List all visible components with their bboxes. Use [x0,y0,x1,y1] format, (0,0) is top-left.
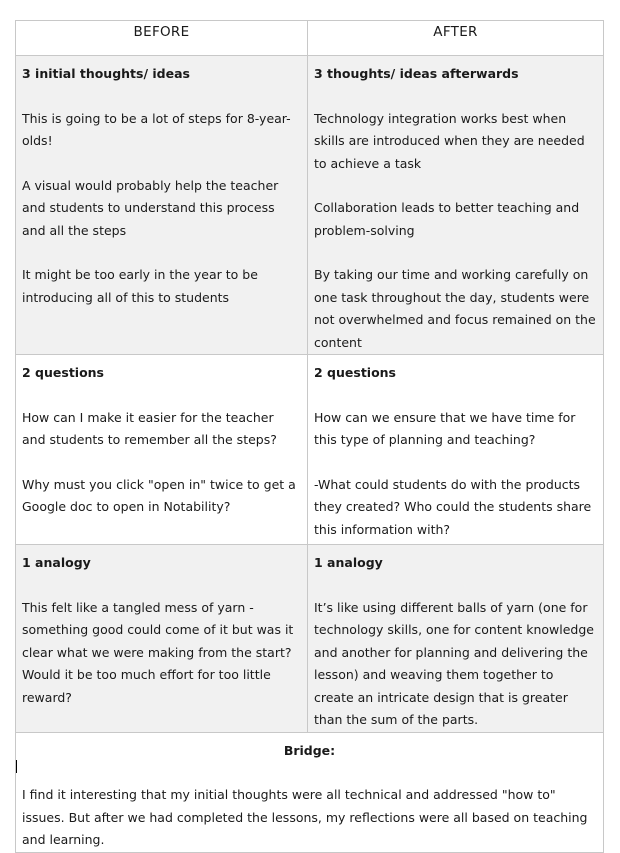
after-question-1: How can we ensure that we have time for this type of planning and teaching? [314,409,576,447]
after-thought-2: Collaboration leads to better teaching and problem-solving [314,200,580,238]
bridge-row [16,732,604,852]
before-analogy-cell [16,545,308,733]
after-thoughts-cell [308,56,604,355]
before-thought-3: It might be too early in the year to be introducing all of this to students [22,267,258,305]
before-questions-cell [16,355,308,545]
before-question-2: Why must you click "open in" twice to get a Google doc to open in Notability? [22,476,296,514]
bridge-title: Bridge: [283,742,336,758]
before-analogy-heading: 1 analogy [22,555,91,570]
thoughts-row [16,56,604,355]
header-row [16,21,604,56]
after-thought-3: By taking our time and working carefully on one task throughout the day, students were not overwhelmed and focus remained on the content [314,267,596,350]
analogy-row [16,545,604,733]
before-thought-1: This is going to be a lot of steps for 8-year-olds! [22,110,291,148]
bridge-text: I find it interesting that my initial thoughts were all technical and addressed "how to" issues. But after we had completed the lessons, my reflections were all based on teaching and learning. [22,787,588,847]
after-header: AFTER [308,21,604,56]
after-thoughts-heading: 3 thoughts/ ideas afterwards [314,66,519,81]
after-analogy-text: It’s like using different balls of yarn (one for technology skills, one for content knowledge and another for planning and delivering the lesson) and weaving them together to create an intricate design that is greater than the sum of the parts. [314,599,594,727]
text-cursor [16,760,17,773]
after-questions-cell [308,355,604,545]
after-questions-heading: 2 questions [314,365,397,380]
before-header: BEFORE [16,21,308,56]
after-analogy-cell [308,545,604,733]
after-question-2: -What could students do with the products they created? Who could the students share this information with? [314,476,592,537]
questions-row [16,355,604,545]
before-analogy-text: This felt like a tangled mess of yarn - something good could come of it but was it clear what we were making from the start? Would it be too much effort for too little reward? [22,599,294,705]
reflection-table [15,20,604,853]
before-thoughts-heading: 3 initial thoughts/ ideas [22,66,190,81]
before-thought-2: A visual would probably help the teacher and students to understand this process and all the steps [22,177,279,238]
bridge-cell [16,732,604,852]
before-questions-heading: 2 questions [22,365,105,380]
after-thought-1: Technology integration works best when skills are introduced when they are needed to achieve a task [314,110,585,171]
before-thoughts-cell [16,56,308,355]
before-question-1: How can I make it easier for the teacher and students to remember all the steps? [22,409,277,447]
after-analogy-heading: 1 analogy [314,555,383,570]
